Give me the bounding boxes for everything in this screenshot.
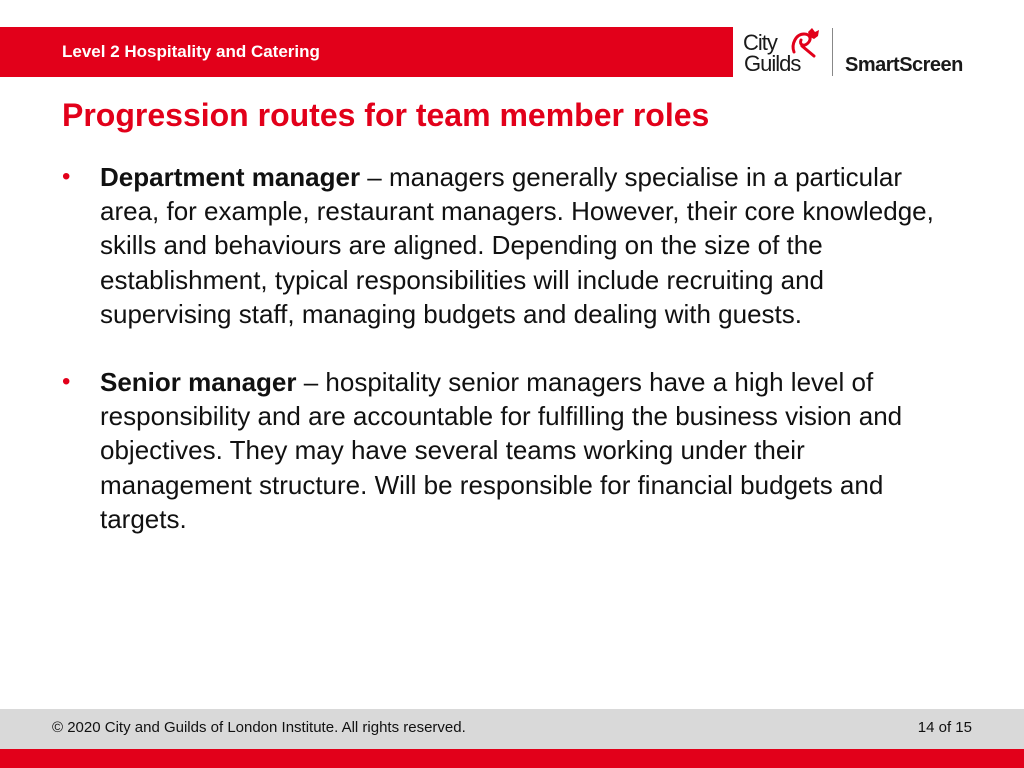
bullet-list xyxy=(62,160,962,570)
course-title: Level 2 Hospitality and Catering xyxy=(62,42,320,61)
header-bar xyxy=(0,27,733,77)
logo-city-text: City xyxy=(743,30,777,55)
page-number: 14 of 15 xyxy=(917,719,972,736)
bullet-text: – hospitality senior managers have a high level of responsibility and are accountable for fulfilling the business vision and objectives. They may have several teams working under their management structure. Will be responsible for financial budgets and targets. xyxy=(100,367,903,534)
city-and-guilds-smartscreen-logo xyxy=(740,24,1020,84)
bullet-icon: • xyxy=(62,163,71,190)
bullet-icon: • xyxy=(62,368,71,396)
slide-title: Progression routes for team member roles xyxy=(62,97,710,133)
copyright-notice: © 2020 City and Guilds of London Institute. All rights reserved. xyxy=(52,719,466,736)
bottom-red-strip xyxy=(0,749,1024,768)
footer-bar xyxy=(0,709,1024,749)
bullet-term: Senior manager xyxy=(100,367,297,398)
logo-guilds-text: Guilds xyxy=(744,51,801,76)
bullet-senior-manager xyxy=(62,365,962,536)
bullet-text: – managers generally specialise in a particular area, for example, restaurant managers. However, their core knowledge, skills and behaviours are aligned. Depending on the size of the establishment, typical responsibilities will include recruiting and supervising staff, managing budgets and dealing with guests. xyxy=(100,162,934,329)
bullet-department-manager xyxy=(62,160,962,331)
bullet-term: Department manager xyxy=(100,162,361,192)
lion-ampersand-icon xyxy=(788,26,822,60)
logo-divider xyxy=(832,28,833,76)
logo-smartscreen-text: SmartScreen xyxy=(845,54,963,76)
